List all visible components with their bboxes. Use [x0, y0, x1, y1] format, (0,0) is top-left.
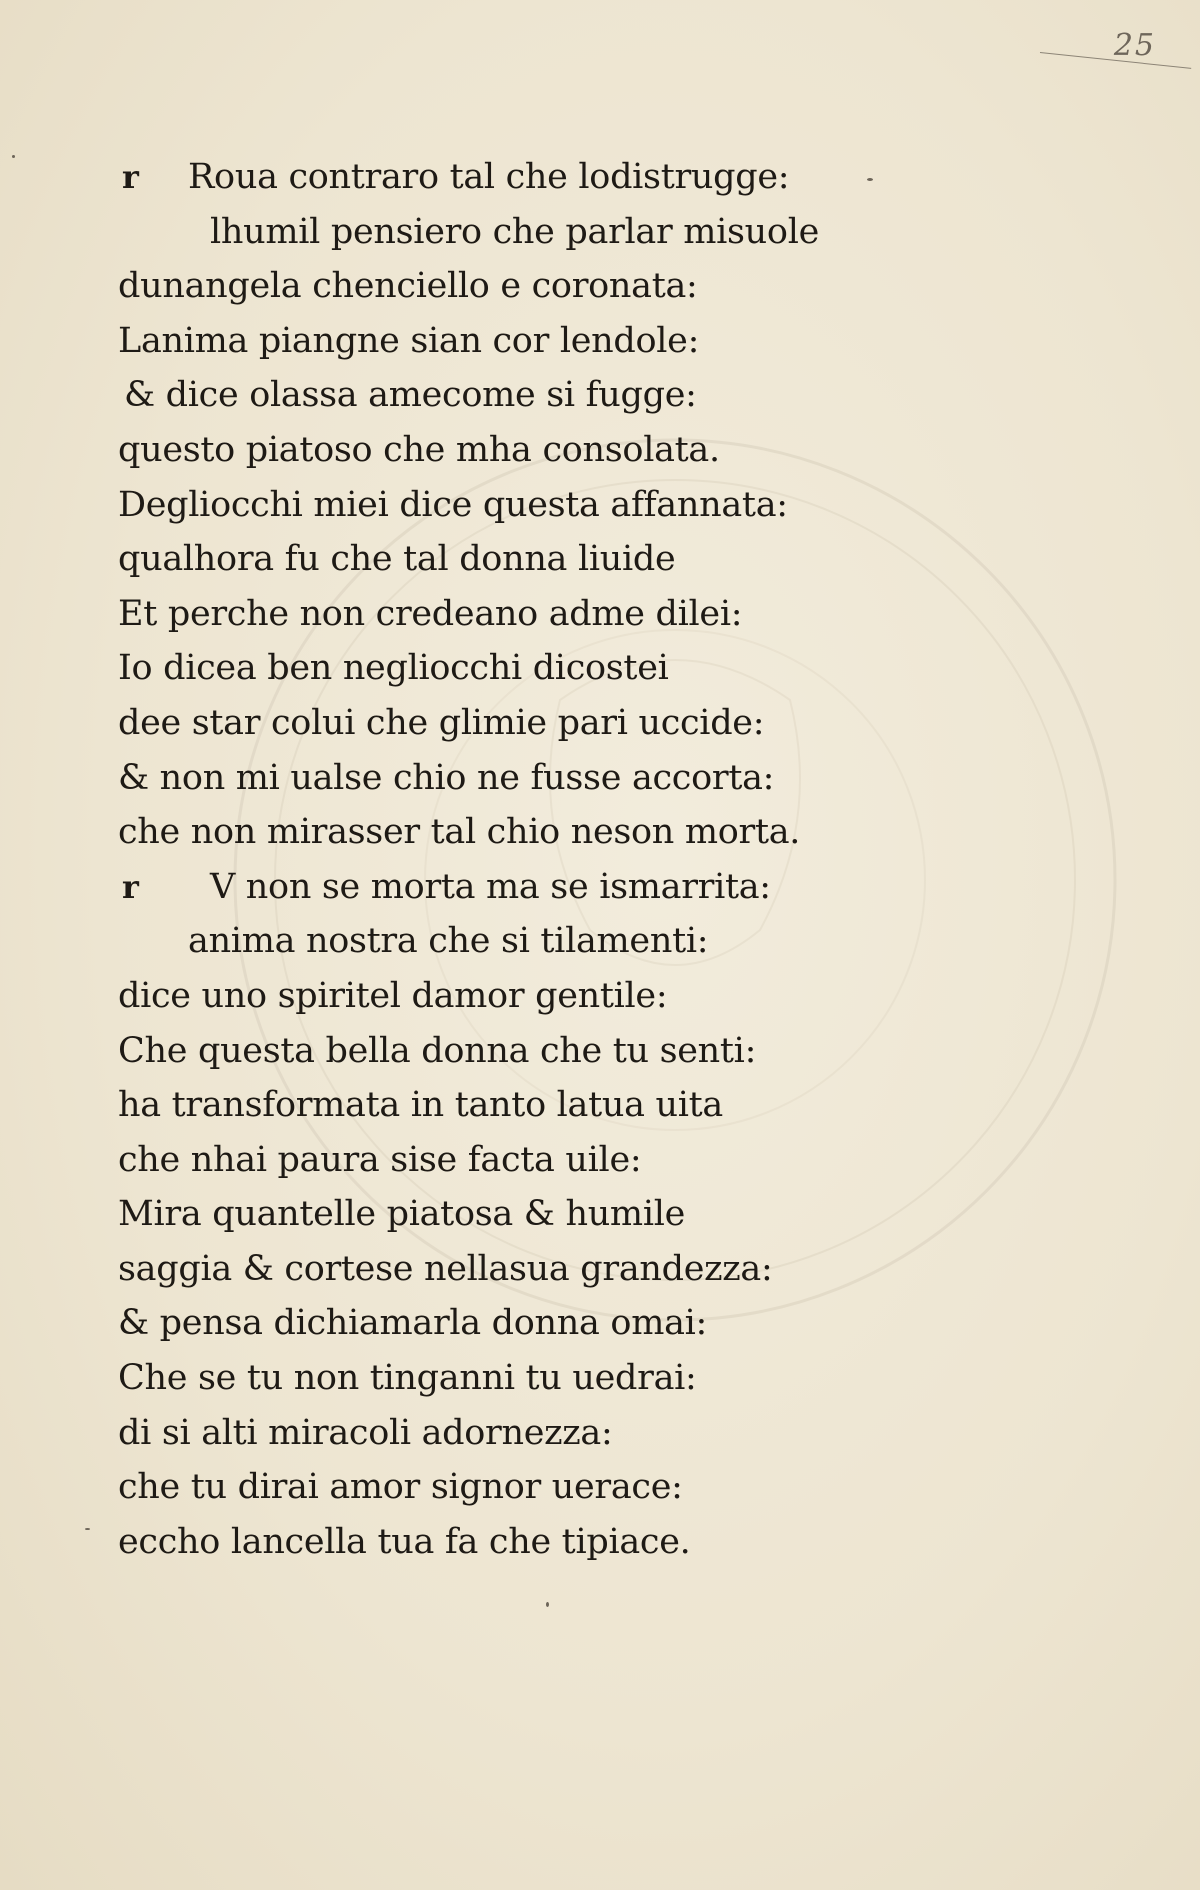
poem-line-text: dee star colui che glimie pari uccide:: [118, 702, 765, 743]
poem-line: [118, 314, 818, 369]
poem-line-text: che nhai paura sise facta uile:: [118, 1139, 642, 1180]
ink-speck: [12, 155, 15, 158]
poem-line: [118, 1460, 818, 1515]
poem-line-text: qualhora fu che tal donna liuide: [118, 539, 676, 580]
ink-speck: [85, 1528, 90, 1530]
poem-line-text: questo piatoso che mha consolata.: [118, 429, 720, 470]
ink-speck: [546, 1602, 549, 1607]
poem-line-text: Lanima piangne sian cor lendole:: [118, 320, 700, 361]
poem-line: [118, 696, 818, 751]
poem-line: [118, 368, 818, 423]
poem-line: [118, 1078, 818, 1133]
poem-line-text: di si alti miracoli adornezza:: [118, 1412, 613, 1453]
poem-line: [118, 205, 818, 260]
paragraph-mark: r: [122, 158, 139, 196]
poem-line-text: & pensa dichiamarla donna omai:: [118, 1303, 708, 1344]
poem-line: [118, 914, 818, 969]
poem-line-text: Et perche non credeano adme dilei:: [118, 593, 743, 634]
poem-text-block: [118, 150, 818, 1569]
poem-line: [118, 478, 818, 533]
poem-line-text: & dice olassa amecome si fugge:: [124, 375, 697, 416]
folio-number: 25: [1113, 28, 1156, 63]
poem-line: [118, 1133, 818, 1188]
poem-line: [118, 1024, 818, 1079]
poem-line: [118, 587, 818, 642]
poem-line: [118, 532, 818, 587]
poem-line-text: dunangela chenciello e coronata:: [118, 266, 698, 307]
poem-line: [118, 1515, 818, 1570]
poem-line: [118, 1351, 818, 1406]
poem-line-text: lhumil pensiero che parlar misuole: [210, 211, 819, 252]
poem-line-text: Che se tu non tinganni tu uedrai:: [118, 1358, 697, 1399]
poem-line-text: ha transformata in tanto latua uita: [118, 1085, 723, 1126]
poem-line: [118, 1187, 818, 1242]
poem-line: [118, 641, 818, 696]
poem-line-text: dice uno spiritel damor gentile:: [118, 975, 668, 1016]
poem-line-text: Roua contraro tal che lodistrugge:: [188, 157, 790, 197]
poem-line-text: che tu dirai amor signor uerace:: [118, 1467, 683, 1508]
poem-line: [118, 751, 818, 806]
poem-line: [118, 423, 818, 478]
poem-line-text: eccho lancella tua fa che tipiace.: [118, 1521, 691, 1562]
poem-line-text: Io dicea ben negliocchi dicostei: [118, 648, 669, 689]
poem-line: [118, 1296, 818, 1351]
poem-line-text: saggia & cortese nellasua grandezza:: [118, 1248, 773, 1289]
paragraph-mark: r: [122, 867, 139, 906]
poem-line-text: Mira quantelle piatosa & humile: [118, 1194, 686, 1235]
poem-line: [118, 805, 818, 860]
poem-line: [118, 1406, 818, 1461]
poem-line: [118, 150, 818, 205]
poem-line: [118, 969, 818, 1024]
poem-line: [118, 1242, 818, 1297]
poem-line-text: Degliocchi miei dice questa affannata:: [118, 484, 788, 525]
poem-line-text: anima nostra che si tilamenti:: [188, 921, 709, 962]
poem-line-text: Che questa bella donna che tu senti:: [118, 1030, 757, 1071]
poem-line-text: & non mi ualse chio ne fusse accorta:: [118, 757, 775, 798]
ink-speck: [867, 178, 873, 181]
poem-line-text: che non mirasser tal chio neson morta.: [118, 812, 801, 853]
poem-line: [118, 259, 818, 314]
poem-line-text: V non se morta ma se ismarrita:: [210, 866, 771, 907]
poem-line: [118, 860, 818, 915]
